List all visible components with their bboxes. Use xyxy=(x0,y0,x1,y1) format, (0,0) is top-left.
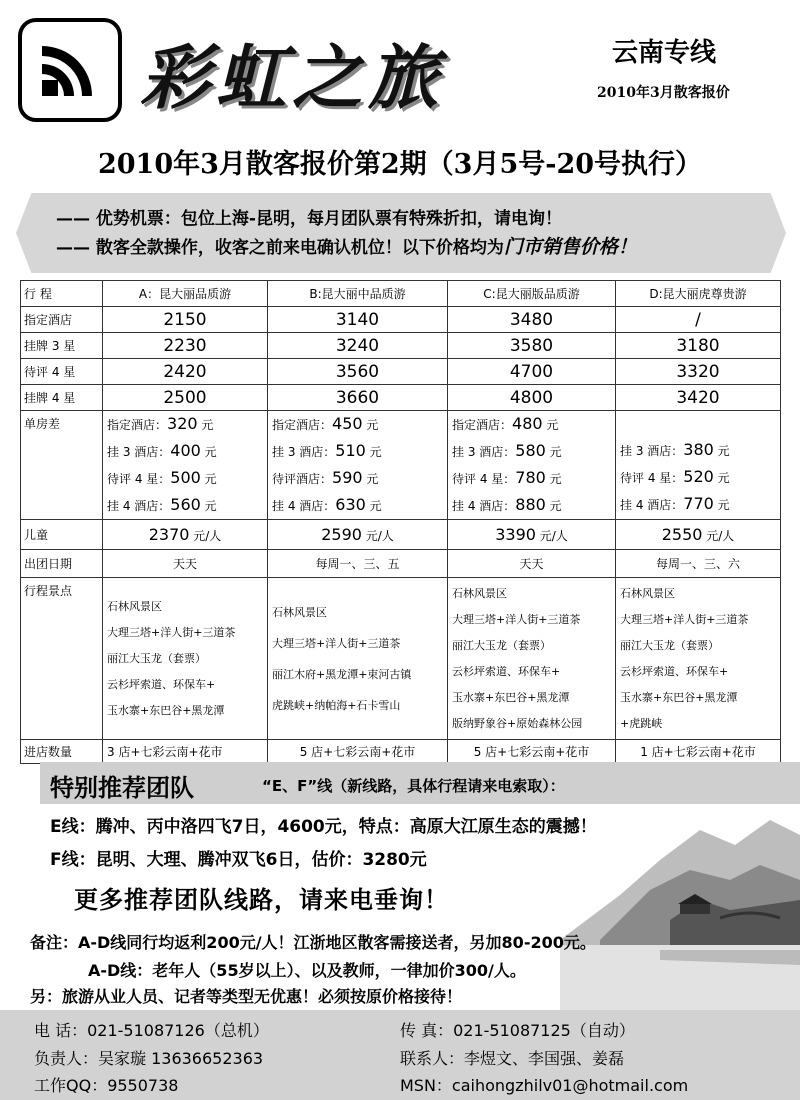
supplement-value: 580 xyxy=(515,441,546,460)
supplement-unit: 元 xyxy=(200,472,217,486)
supplement-value: 510 xyxy=(335,441,366,460)
supplement-label: 挂 3 酒店： xyxy=(620,444,684,458)
price-cell: 2230 xyxy=(103,333,268,359)
supplement-cell xyxy=(103,411,268,520)
itinerary-item: 石林风景区 xyxy=(107,599,162,613)
price-table xyxy=(20,280,781,764)
price-cell: 2500 xyxy=(103,385,268,411)
table-row-child xyxy=(21,520,781,550)
supplement-value: 480 xyxy=(512,414,543,433)
supplement-value: 400 xyxy=(170,441,201,460)
child-unit: 元/人 xyxy=(702,529,735,543)
child-price-cell xyxy=(616,520,781,550)
supplement-label: 待评 4 星： xyxy=(620,471,684,485)
supplement-unit: 元 xyxy=(365,445,382,459)
price-cell: 3240 xyxy=(268,333,448,359)
brand-title: 彩虹之旅 xyxy=(140,36,444,119)
price-cell: 2420 xyxy=(103,359,268,385)
itinerary-item: +虎跳峡 xyxy=(620,716,663,730)
itinerary-cell xyxy=(616,578,781,740)
note-rebate: 备注：A-D线同行均返利200元/人！江浙地区散客需接送者，另加80-200元。 xyxy=(30,933,596,952)
itinerary-item: 玉水寨+东巴谷+黑龙潭 xyxy=(452,690,570,704)
banner-line-payment-text: —— 散客全款操作，收客之前来电确认机位！以下价格均为 xyxy=(56,238,504,258)
region-label: 云南专线 xyxy=(612,38,717,68)
supplement-unit: 元 xyxy=(542,418,559,432)
row-label: 行程景点 xyxy=(21,578,103,740)
supplement-line xyxy=(620,491,776,518)
supplement-line xyxy=(107,492,263,519)
itinerary-item: 丽江木府+黑龙潭+束河古镇 xyxy=(272,667,412,681)
supplement-value: 320 xyxy=(167,414,198,433)
supplement-cell xyxy=(448,411,616,520)
departure-cell: 天天 xyxy=(103,550,268,578)
supplement-line xyxy=(452,465,611,492)
shops-cell: 3 店+七彩云南+花市 xyxy=(103,740,268,764)
work-qq: 工作QQ：9550738 xyxy=(34,1076,179,1095)
contact-persons: 联系人：李煜文、李国强、姜磊 xyxy=(400,1049,625,1068)
table-header: 行 程 xyxy=(21,281,103,307)
price-cell: / xyxy=(616,307,781,333)
supplement-value: 500 xyxy=(170,468,201,487)
supplement-cell xyxy=(268,411,448,520)
supplement-line xyxy=(620,437,776,464)
msn: MSN：caihongzhilv01@hotmail.com xyxy=(400,1076,689,1095)
route-e: E线：腾冲、丙中洛四飞7日，4600元，特点：高原大江原生态的震撼！ xyxy=(50,817,597,837)
supplement-label: 挂 3 酒店： xyxy=(107,445,171,459)
itinerary-item: 虎跳峡+纳帕海+石卡雪山 xyxy=(272,698,401,712)
itinerary-item: 大理三塔+洋人街+三道茶 xyxy=(620,612,749,626)
note-no-discount: 另：旅游从业人员、记者等类型无优惠！必须按原价格接待！ xyxy=(30,987,463,1006)
departure-cell: 天天 xyxy=(448,550,616,578)
itinerary-cell xyxy=(448,578,616,740)
supplement-label: 挂 3 酒店： xyxy=(272,445,336,459)
table-header: C:昆大丽版品质游 xyxy=(448,281,616,307)
itinerary-item: 丽江大玉龙（套票） xyxy=(620,638,719,652)
shops-cell: 5 店+七彩云南+花市 xyxy=(268,740,448,764)
departure-cell: 每周一、三、五 xyxy=(268,550,448,578)
supplement-label: 挂 4 酒店： xyxy=(272,499,336,513)
child-price: 2550 xyxy=(661,525,703,544)
supplement-label: 指定酒店： xyxy=(272,418,333,432)
supplement-unit: 元 xyxy=(545,445,562,459)
supplement-unit: 元 xyxy=(545,499,562,513)
supplement-line xyxy=(620,412,776,437)
supplement-label: 挂 4 酒店： xyxy=(452,499,516,513)
table-row xyxy=(21,385,781,411)
price-cell: 3560 xyxy=(268,359,448,385)
departure-cell: 每周一、三、六 xyxy=(616,550,781,578)
table-header-row xyxy=(21,281,781,307)
rss-logo-icon xyxy=(22,22,118,118)
itinerary-item: 丽江大玉龙（套票） xyxy=(452,638,551,652)
supplement-line xyxy=(452,438,611,465)
price-cell: 3420 xyxy=(616,385,781,411)
supplement-value: 880 xyxy=(515,495,546,514)
supplement-value: 590 xyxy=(332,468,363,487)
itinerary-item: 云杉坪索道、环保车+ xyxy=(620,664,729,678)
page-title: 2010年3月散客报价第2期（3月5号-20号执行） xyxy=(97,149,703,180)
supplement-cell xyxy=(616,411,781,520)
supplement-line xyxy=(107,411,263,438)
special-description: “E、F”线（新线路，具体行程请来电索取）： xyxy=(262,777,565,795)
child-price: 3390 xyxy=(495,525,536,544)
price-cell: 4800 xyxy=(448,385,616,411)
supplement-value: 560 xyxy=(170,495,201,514)
supplement-label: 挂 4 酒店： xyxy=(620,498,684,512)
supplement-unit: 元 xyxy=(713,471,730,485)
note-surcharge: A-D线：老年人（55岁以上）、以及教师，一律加价300/人。 xyxy=(88,961,526,980)
supplement-value: 770 xyxy=(683,494,714,513)
child-price: 2590 xyxy=(321,525,362,544)
supplement-line xyxy=(272,438,443,465)
contact-footer xyxy=(0,1010,800,1100)
itinerary-item: 玉水寨+东巴谷+黑龙潭 xyxy=(107,703,225,717)
supplement-unit: 元 xyxy=(713,498,730,512)
price-cell: 3140 xyxy=(268,307,448,333)
itinerary-item: 大理三塔+洋人街+三道茶 xyxy=(452,612,581,626)
table-row xyxy=(21,333,781,359)
row-label: 单房差 xyxy=(21,411,103,520)
row-label: 待评 4 星 xyxy=(21,359,103,385)
supplement-unit: 元 xyxy=(545,472,562,486)
child-unit: 元/人 xyxy=(361,529,394,543)
manager: 负责人：吴家璇 13636652363 xyxy=(34,1049,264,1068)
shops-cell: 1 店+七彩云南+花市 xyxy=(616,740,781,764)
itinerary-item: 大理三塔+洋人街+三道茶 xyxy=(107,625,236,639)
table-row-shops xyxy=(21,740,781,764)
child-price-cell xyxy=(103,520,268,550)
supplement-value: 380 xyxy=(683,440,714,459)
table-row xyxy=(21,307,781,333)
supplement-value: 780 xyxy=(515,468,546,487)
supplement-label: 指定酒店： xyxy=(452,418,513,432)
supplement-unit: 元 xyxy=(200,499,217,513)
shops-cell: 5 店+七彩云南+花市 xyxy=(448,740,616,764)
price-cell: 3660 xyxy=(268,385,448,411)
row-label: 指定酒店 xyxy=(21,307,103,333)
route-f: F线：昆明、大理、腾冲双飞6日，估价：3280元 xyxy=(50,850,427,870)
logo xyxy=(18,18,122,122)
supplement-label: 待评酒店： xyxy=(272,472,333,486)
itinerary-item: 石林风景区 xyxy=(620,586,675,600)
itinerary-item: 云杉坪索道、环保车+ xyxy=(452,664,561,678)
supplement-value: 520 xyxy=(683,467,714,486)
special-title: 特别推荐团队 xyxy=(50,774,194,802)
supplement-line xyxy=(452,411,611,438)
itinerary-item: 石林风景区 xyxy=(452,586,507,600)
supplement-value: 450 xyxy=(332,414,363,433)
table-row-itinerary xyxy=(21,578,781,740)
supplement-unit: 元 xyxy=(362,418,379,432)
phone: 电 话：021-51087126（总机） xyxy=(34,1021,269,1040)
price-cell: 3180 xyxy=(616,333,781,359)
table-row-single-supplement xyxy=(21,411,781,520)
supplement-unit: 元 xyxy=(197,418,214,432)
supplement-line xyxy=(452,492,611,519)
itinerary-item: 石林风景区 xyxy=(272,605,327,619)
itinerary-cell xyxy=(268,578,448,740)
more-routes-callout: 更多推荐团队线路，请来电垂询！ xyxy=(74,886,449,914)
row-label: 挂牌 4 星 xyxy=(21,385,103,411)
itinerary-item: 大理三塔+洋人街+三道茶 xyxy=(272,636,401,650)
supplement-unit: 元 xyxy=(200,445,217,459)
row-label: 儿童 xyxy=(21,520,103,550)
supplement-unit: 元 xyxy=(362,472,379,486)
itinerary-item: 玉水寨+东巴谷+黑龙潭 xyxy=(620,690,738,704)
supplement-line xyxy=(272,411,443,438)
supplement-label: 待评 4 星： xyxy=(452,472,516,486)
itinerary-item: 版纳野象谷+原始森林公园 xyxy=(452,716,583,730)
supplement-value: 630 xyxy=(335,495,366,514)
issue-subtitle: 2010年3月散客报价 xyxy=(597,85,730,101)
itinerary-cell xyxy=(103,578,268,740)
row-label: 进店数量 xyxy=(21,740,103,764)
price-cell: 3320 xyxy=(616,359,781,385)
table-row xyxy=(21,359,781,385)
supplement-line xyxy=(272,492,443,519)
price-cell: 4700 xyxy=(448,359,616,385)
table-header: A：昆大丽品质游 xyxy=(103,281,268,307)
supplement-line xyxy=(107,465,263,492)
supplement-line xyxy=(272,465,443,492)
itinerary-item: 丽江大玉龙（套票） xyxy=(107,651,206,665)
price-cell: 3480 xyxy=(448,307,616,333)
itinerary-item: 云杉坪索道、环保车+ xyxy=(107,677,216,691)
child-price: 2370 xyxy=(148,525,190,544)
banner-line-tickets: —— 优势机票：包位上海-昆明，每月团队票有特殊折扣，请电询！ xyxy=(56,209,562,229)
supplement-label: 指定酒店： xyxy=(107,418,168,432)
child-price-cell xyxy=(448,520,616,550)
row-label: 挂牌 3 星 xyxy=(21,333,103,359)
price-cell: 3580 xyxy=(448,333,616,359)
supplement-unit: 元 xyxy=(713,444,730,458)
banner-line-payment xyxy=(56,232,637,259)
child-price-cell xyxy=(268,520,448,550)
table-row-departure xyxy=(21,550,781,578)
price-cell: 2150 xyxy=(103,307,268,333)
child-unit: 元/人 xyxy=(535,529,568,543)
table-header: B:昆大丽中品质游 xyxy=(268,281,448,307)
supplement-line xyxy=(620,464,776,491)
supplement-label: 待评 4 星： xyxy=(107,472,171,486)
fax: 传 真：021-51087125（自动） xyxy=(400,1021,635,1040)
supplement-line xyxy=(107,438,263,465)
banner-emphasis: 门市销售价格！ xyxy=(503,236,637,258)
child-unit: 元/人 xyxy=(189,529,222,543)
supplement-unit: 元 xyxy=(365,499,382,513)
row-label: 出团日期 xyxy=(21,550,103,578)
supplement-label: 挂 3 酒店： xyxy=(452,445,516,459)
table-header: D:昆大丽虎尊贵游 xyxy=(616,281,781,307)
supplement-label: 挂 4 酒店： xyxy=(107,499,171,513)
